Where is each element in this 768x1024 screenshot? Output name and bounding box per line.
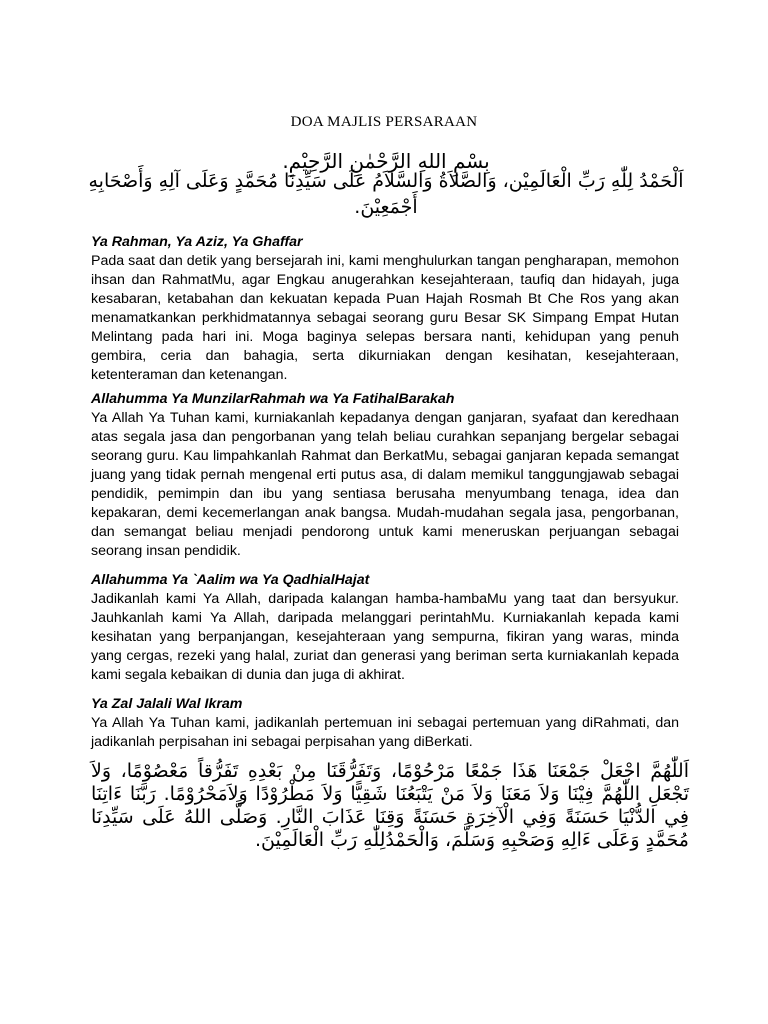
section-zal-jalali (91, 695, 679, 752)
section-body: Pada saat dan detik yang bersejarah ini, kami menghulurkan tangan pengharapan, memohon ihsan dan RahmatMu, agar Engkau anugerahkan kesejahteraan, taufiq dan hidayah, juga kesabaran, ketabahan dan kekuatan kepada Puan Hajah Rosmah Bt Che Ros yang akan menamatkankan perkhidmatannya sebagai seorang guru Besar SK Simpang Empat Hutan Melintang pada hari ini. Moga baginya selepas bersara nanti, kehidupan yang penuh gembira, ceria dan bahagia, serta dikurniakan dengan kesihatan, kesejahteraan, ketenteraman dan ketenangan. (91, 253, 679, 383)
closing-dua-paragraph: اَللّٰهُمَّ اجْعَلْ جَمْعَنَا هَذَا جَمْعًا مَرْحُوْمًا، وَتَفَرُّقَنَا مِنْ بَعْدِهِ تَفَرُّقاً مَعْصُوْمًا، وَلاَ تَجْعَلِ اللّٰهُمَّ فِيْنَا وَلاَ مَعَنَا وَلاَ مَنْ يَتْبَعُنَا شَقِيًّا وَلاَ مَطْرُوْدًا وَلاَمَحْرُوْمًا. رَبَّنَا ءَاتِنَا فِي الدُّنْيَا حَسَنَةً وَفِي الْآخِرَةِ حَسَنَةً وَقِنَا عَذَابَ النَّارِ. وَصَلَّى اللهُ عَلَى سَيِّدِنَا مُحَمَّدٍ وَعَلَى ءَالِهِ وَصَحْبِهِ وَسَلَّمَ، وَالْحَمْدُلِلّٰهِ رَبِّ الْعَالَمِيْنَ. (91, 760, 689, 851)
section-body: Jadikanlah kami Ya Allah, daripada kalangan hamba-hambaMu yang taat dan bersyukur. Jauhkanlah kami Ya Allah, daripada melanggari perintahMu. Kurniakanlah kepada kami kesihatan yang berpanjangan, kesejahteraan yang sempurna, fikiran yang waras, minda yang cergas, rezeki yang halal, zuriat dan generasi yang beriman serta kurniakanlah kepada kami segala kebaikan di dunia dan juga di akhirat. (91, 591, 679, 683)
section-heading: Ya Rahman, Ya Aziz, Ya Ghaffar (91, 234, 303, 250)
section-heading: Ya Zal Jalali Wal Ikram (91, 696, 243, 712)
hamdalah-paragraph: اَلْحَمْدُ لِلّٰهِ رَبِّ الْعَالَمِيْن، وَالصَّلاَةُ وَالسَّلاَمُ عَلَى سَيِّدِنَا مُحَمَّدٍ وَعَلَى آلِهِ وَأَصْحَابِهِ أَجْمَعِيْنَ. (88, 170, 684, 218)
section-body: Ya Allah Ya Tuhan kami, kurniakanlah kepadanya dengan ganjaran, syafaat dan keredhaan atas segala jasa dan pengorbanan yang telah beliau curahkan sepanjang bergelar sebagai seorang guru. Kau limpahkanlah Rahmat dan BerkatMu, sebagai ganjaran kepada semangat juang yang tidak pernah mengenal erti putus asa, di dalam memikul tanggungjawab sebagai pendidik, pemimpin dan ibu yang sentiasa berusaha menyumbang tenaga, idea dan kepakaran, demi kecemerlangan anak bangsa. Mudah-mudahan segala jasa, pengorbanan, dan semangat beliau menjadi pendorong untuk kami meneruskan perjuangan sebagai seorang insan pendidik. (91, 410, 679, 559)
bismillah-line: بِسْمِ اللهِ الرَّحْمٰنِ الرَّحِيْمِ. (282, 149, 490, 173)
section-munzilar-rahmah (91, 390, 679, 561)
section-heading: Allahumma Ya `Aalim wa Ya QadhialHajat (91, 572, 370, 588)
document-title: DOA MAJLIS PERSARAAN (290, 114, 478, 130)
section-body: Ya Allah Ya Tuhan kami, jadikanlah pertemuan ini sebagai pertemuan yang diRahmati, dan jadikanlah perpisahan ini sebagai perpisahan yang diBerkati. (91, 715, 679, 750)
section-aalim-qadhialhajat (91, 571, 679, 685)
section-ya-rahman (91, 233, 679, 385)
section-heading: Allahumma Ya MunzilarRahmah wa Ya FatihalBarakah (91, 391, 455, 407)
